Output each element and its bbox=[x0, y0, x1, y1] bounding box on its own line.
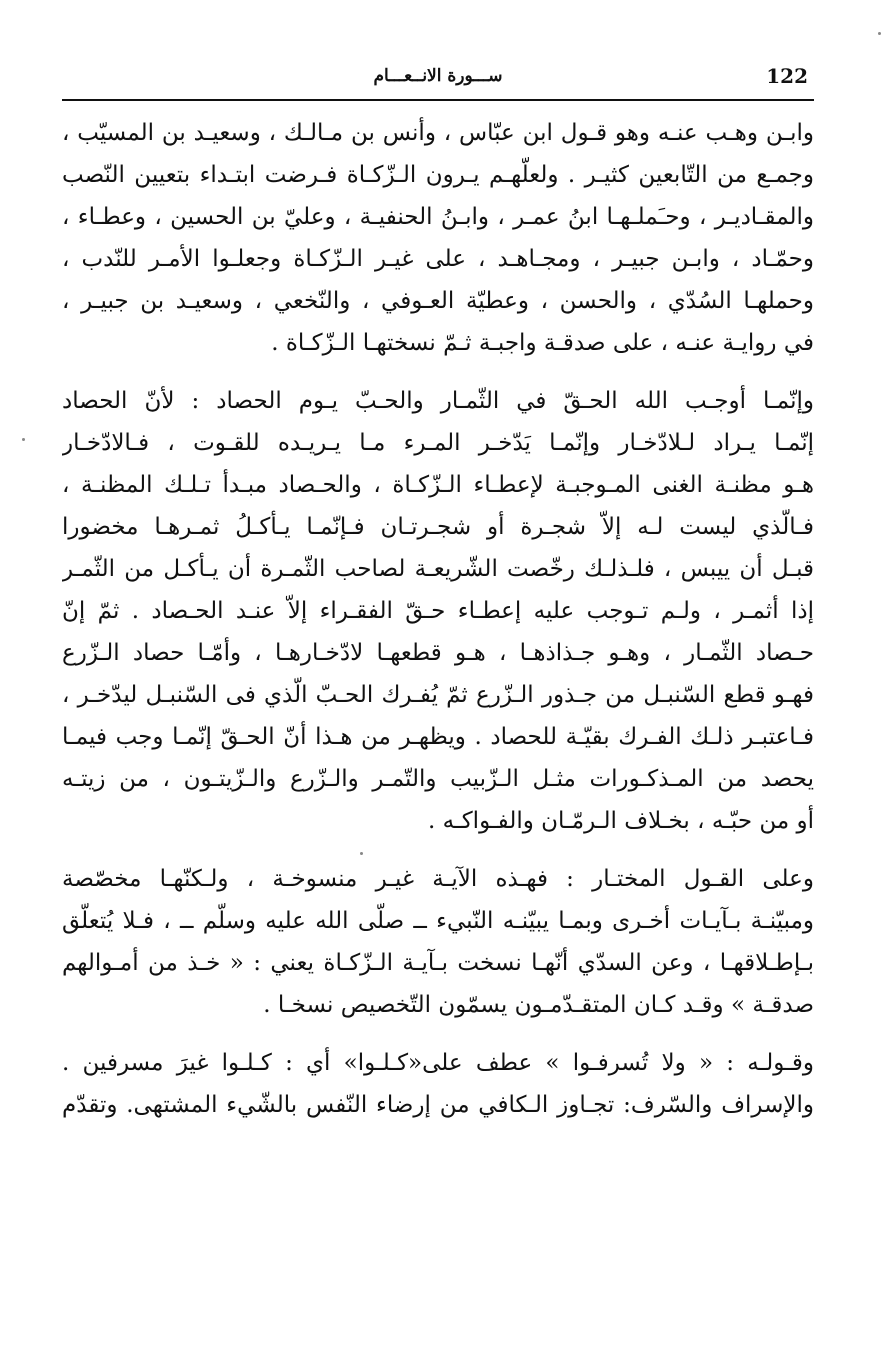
text-line: فـاعتبـر ذلـك الفـرك بقيّـة للحصاد . ويظهـر من هـذا أنّ الحـقّ إنّمـا وجب فيمـا bbox=[62, 724, 814, 750]
scan-speck bbox=[22, 438, 25, 441]
text-line: فـالّذي ليست لـه إلاّ شجـرة أو شجـرتـان فـإنّمـا يـأكـلُ ثمـرهـا مخضورا bbox=[62, 514, 814, 540]
text-line: ومبيّنـة بـآيـات أخـرى وبمـا يبيّنـه النّبيء ــ صلّى الله عليه وسلّم ــ ، فـلا يُتعلّق bbox=[62, 908, 814, 934]
page-number: 122 bbox=[766, 64, 808, 88]
paragraph bbox=[62, 112, 814, 364]
text-line: وقـولـه : « ولا تُسرفـوا » عطف على«كـلـوا» أي : كـلـوا غيرَ مسرفين . bbox=[62, 1050, 814, 1076]
text-line: حـصاد الثّمـار ، وهـو جـذاذهـا ، هـو قطعهـا لادّخـارهـا ، وأمّـا حصاد الـزّرع bbox=[62, 640, 814, 666]
text-line: فهـو قطع السّنبـل من جـذور الـزّرع ثمّ يُفـرك الحـبّ الّذي فى السّنبـل ليدّخـر ، bbox=[62, 682, 814, 708]
text-line: يحصد من المـذكـورات مثـل الـزّبيب والتّمـر والـزّرع والـزّيتـون ، من زيتـه bbox=[62, 766, 814, 792]
text-line: وابـن وهـب عنـه وهو قـول ابن عبّاس ، وأنس بن مـالـك ، وسعيـد بن المسيّب ، bbox=[62, 120, 814, 146]
text-line: إنّمـا يـراد لـلادّخـار وإنّمـا يَدّخـر المـرء مـا يـريـده للقـوت ، فـالادّخـار bbox=[62, 430, 814, 456]
text-line: وحمّـاد ، وابـن جبيـر ، ومجـاهـد ، على غيـر الـزّكـاة وجعلـوا الأمـر للنّدب ، bbox=[62, 246, 814, 272]
text-line: قبـل أن ييبس ، فلـذلـك رخّصت الشّريعـة لصاحب الثّمـرة أن يـأكـل من الثّمـر bbox=[62, 556, 814, 582]
body-text bbox=[62, 112, 814, 1126]
scan-speck bbox=[360, 852, 363, 855]
text-line: وعلى القـول المختـار : فهـذه الآيـة غيـر منسوخـة ، ولـكنّهـا مخصّصة bbox=[62, 866, 814, 892]
text-line: والمقـاديـر ، وحـَملـهـا ابنُ عمـر ، وابـنُ الحنفيـة ، وعليّ بن الحسين ، وعطـاء ، bbox=[62, 204, 814, 230]
text-line: وحملهـا السُدّي ، والحسن ، وعطيّة العـوفي ، والنّخعي ، وسعيـد بن جبيـر ، bbox=[62, 288, 814, 314]
page-header bbox=[62, 58, 814, 98]
text-line: أو من حبّـه ، بخـلاف الـرمّـان والفـواكـه . bbox=[428, 808, 814, 834]
scan-speck bbox=[878, 32, 881, 35]
text-line: بـإطـلاقهـا ، وعن السدّي أنّهـا نسخت بـآيـة الـزّكـاة يعني : « خـذ من أمـوالهم bbox=[62, 950, 814, 976]
text-line: هـو مظنـة الغنى المـوجبـة لإعطـاء الـزّكـاة ، والحـصاد مبـدأ تـلـك المظنـة ، bbox=[62, 472, 814, 498]
text-line: صدقـة » وقـد كـان المتقـدّمـون يسمّون التّخصيص نسخـا . bbox=[263, 992, 814, 1018]
text-line: وجمـع من التّابعين كثيـر . ولعلّهـم يـرون الـزّكـاة فـرضت ابتـداء بتعيين النّصب bbox=[62, 162, 814, 188]
header-rule bbox=[62, 99, 814, 101]
text-line: والإسراف والسّرف: تجـاوز الـكافي من إرضاء النّفس بالشّيء المشتهى. وتقدّم bbox=[62, 1092, 814, 1118]
text-line: في روايـة عنـه ، على صدقـة واجبـة ثـمّ نسختهـا الـزّكـاة . bbox=[271, 330, 814, 356]
running-title: ســـورة الانــعـــام bbox=[373, 66, 503, 86]
paragraph bbox=[62, 380, 814, 842]
text-line: وإنّمـا أوجـب الله الحـقّ في الثّمـار والحـبّ يـوم الحصاد : لأنّ الحصاد bbox=[62, 388, 814, 414]
paragraph bbox=[62, 1042, 814, 1126]
paragraph-gap bbox=[62, 842, 814, 858]
paragraph bbox=[62, 858, 814, 1026]
paragraph-gap bbox=[62, 364, 814, 380]
paragraph-gap bbox=[62, 1026, 814, 1042]
text-line: إذا أثمـر ، ولـم تـوجب عليه إعطـاء حـقّ الفقـراء إلاّ عنـد الحـصاد . ثمّ إنّ bbox=[62, 598, 814, 624]
